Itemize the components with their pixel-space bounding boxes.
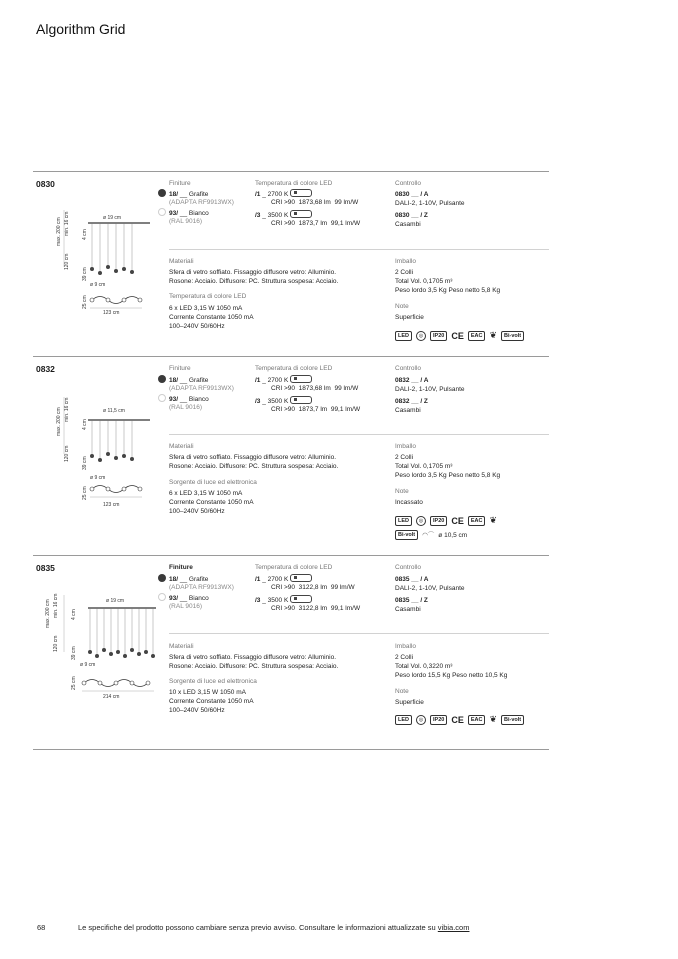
product-code: 0835 — [36, 563, 55, 573]
grafite-swatch — [158, 375, 166, 383]
temp-row: /1 _ 2700 K — [255, 574, 312, 584]
dim-4: 4 cm — [71, 609, 77, 620]
materials-text: Sfera di vetro soffiato. Fissaggio diffusore vetro: Alluminio. — [169, 454, 337, 461]
finish-ref: (RAL 9016) — [169, 218, 202, 225]
dim-120: 120 cm — [64, 253, 70, 270]
kelvin-icon — [290, 210, 312, 218]
footer-text: Le specifiche del prodotto possono cambiare senza previo avviso. Consultare le informazioni attualizzate su — [78, 923, 436, 932]
packaging-text: Total Vol. 0,3220 m³ — [395, 663, 453, 670]
packaging-text: Peso lordo 3,5 Kg Peso netto 5,8 Kg — [395, 287, 501, 294]
note-label: Note — [395, 488, 409, 495]
kelvin-icon — [290, 574, 312, 582]
temp-detail: CRI >90 1873,7 lm 99,1 lm/W — [271, 220, 361, 227]
inner-divider — [169, 633, 549, 634]
light-text: 100–240V 50/60Hz — [169, 323, 225, 330]
dim-4: 4 cm — [82, 229, 88, 240]
materials-text: Sfera di vetro soffiato. Fissaggio diffusore vetro: Alluminio. — [169, 269, 337, 276]
dim-width: 123 cm — [103, 310, 120, 316]
light-text: 6 x LED 3,15 W 1050 mA — [169, 490, 243, 497]
packaging-text: Peso lordo 3,5 Kg Peso netto 5,8 Kg — [395, 472, 501, 479]
dim-39: 39 cm — [82, 456, 88, 470]
control-desc: Casambi — [395, 221, 421, 228]
product-code: 0830 — [36, 179, 55, 189]
control-desc: DALI-2, 1-10V, Pulsante — [395, 585, 465, 592]
page-number: 68 — [37, 923, 46, 932]
finish-ref: (ADAPTA RF9913WX) — [169, 584, 234, 591]
grafite-swatch — [158, 574, 166, 582]
temp-label: Temperatura di colore LED — [255, 564, 333, 571]
light-label: Sorgente di luce ed elettronica — [169, 678, 257, 685]
materials-text: Rosone: Acciaio. Diffusore: PC. Struttura sospesa: Acciaio. — [169, 463, 339, 470]
dim-width: 123 cm — [103, 502, 120, 508]
note-text: Incassato — [395, 499, 423, 506]
control-code: 0830 __ / Z — [395, 212, 428, 219]
section-divider — [33, 749, 549, 750]
dim-min: min. 16 cm — [64, 211, 70, 236]
dim-max: max. 200 cm — [56, 407, 62, 436]
footer-disclaimer — [78, 923, 469, 932]
control-code: 0830 __ / A — [395, 191, 429, 198]
packaging-text: Total Vol. 0,1705 m³ — [395, 278, 453, 285]
kelvin-icon — [290, 375, 312, 383]
eac-icon: EAC — [468, 516, 486, 526]
note-label: Note — [395, 688, 409, 695]
control-desc: DALI-2, 1-10V, Pulsante — [395, 200, 465, 207]
dim-120: 120 cm — [64, 445, 70, 462]
control-code: 0835 __ / A — [395, 576, 429, 583]
finish-bianco: 93/ __ Bianco — [158, 394, 209, 404]
light-text: 10 x LED 3,15 W 1050 mA — [169, 689, 246, 696]
ce-mark-icon: CE — [451, 515, 464, 526]
light-label: Sorgente di luce ed elettronica — [169, 479, 257, 486]
kelvin-icon — [290, 189, 312, 197]
ip20-icon: IP20 — [430, 516, 447, 526]
light-label: Temperatura di colore LED — [169, 293, 247, 300]
note-label: Note — [395, 303, 409, 310]
page-title: Algorithm Grid — [36, 21, 126, 37]
control-desc: Casambi — [395, 407, 421, 414]
temp-row: /1 _ 2700 K — [255, 375, 312, 385]
grafite-swatch — [158, 189, 166, 197]
packaging-text: 2 Colli — [395, 269, 414, 276]
led-icon: LED — [395, 331, 412, 341]
bianco-swatch — [158, 593, 166, 601]
dim-max: max. 200 cm — [56, 217, 62, 246]
finish-ref: (ADAPTA RF9913WX) — [169, 385, 234, 392]
bivolt-icon: Bi-volt — [395, 530, 418, 540]
bivolt-icon: Bi-volt — [501, 331, 524, 341]
extra-icons — [395, 530, 467, 540]
finish-grafite: 18/ __ Grafite — [158, 574, 208, 584]
temp-row: /3 _ 3500 K — [255, 210, 312, 220]
dim-25: 25 cm — [82, 486, 88, 500]
finish-ref: (ADAPTA RF9913WX) — [169, 199, 234, 206]
temp-detail: CRI >90 3122,8 lm 99 lm/W — [271, 584, 355, 591]
packaging-text: 2 Colli — [395, 454, 414, 461]
inner-divider — [169, 434, 549, 435]
dim-min: min. 16 cm — [53, 593, 59, 618]
led-icon: LED — [395, 516, 412, 526]
control-desc: DALI-2, 1-10V, Pulsante — [395, 386, 465, 393]
dim-max: max. 200 cm — [45, 599, 51, 628]
materials-text: Sfera di vetro soffiato. Fissaggio diffusore vetro: Alluminio. — [169, 654, 337, 661]
packaging-text: Total Vol. 0,1705 m³ — [395, 463, 453, 470]
dim-39: 39 cm — [82, 267, 88, 281]
dim-diameter-top: ø 11,5 cm — [103, 408, 125, 414]
finish-ref: (RAL 9016) — [169, 404, 202, 411]
dim-diameter-top: ø 19 cm — [103, 215, 122, 221]
dim-diameter-ball: ø 9 cm — [80, 662, 96, 668]
materials-text: Rosone: Acciaio. Diffusore: PC. Struttura sospesa: Acciaio. — [169, 278, 339, 285]
dim-diameter-ball: ø 9 cm — [90, 282, 106, 288]
imballo-label: Imballo — [395, 258, 416, 265]
kelvin-icon — [290, 396, 312, 404]
dimmable-icon: ❦ — [489, 515, 498, 525]
controllo-label: Controllo — [395, 365, 422, 372]
packaging-text: Peso lordo 15,5 Kg Peso netto 10,5 Kg — [395, 672, 508, 679]
section-divider — [33, 555, 549, 556]
temp-label: Temperatura di colore LED — [255, 365, 333, 372]
light-text: 6 x LED 3,15 W 1050 mA — [169, 305, 243, 312]
temp-detail: CRI >90 3122,8 lm 99,1 lm/W — [271, 605, 361, 612]
control-code: 0832 __ / Z — [395, 398, 428, 405]
temp-row: /3 _ 3500 K — [255, 396, 312, 406]
product-code: 0832 — [36, 364, 55, 374]
finiture-label: Finiture — [169, 564, 193, 571]
dim-diameter-top: ø 19 cm — [106, 598, 125, 604]
dimmable-icon: ❦ — [489, 330, 498, 340]
control-code: 0835 __ / Z — [395, 597, 428, 604]
dim-diameter-ball: ø 9 cm — [90, 475, 106, 481]
finish-grafite: 18/ __ Grafite — [158, 375, 208, 385]
ip20-icon: IP20 — [430, 331, 447, 341]
dim-120: 120 cm — [53, 635, 59, 652]
eac-icon: EAC — [468, 715, 486, 725]
dim-4: 4 cm — [82, 419, 88, 430]
dim-39: 39 cm — [71, 646, 77, 660]
dimmable-icon: ❦ — [489, 714, 498, 724]
materiali-label: Materiali — [169, 643, 194, 650]
class-ii-icon: ◎ — [416, 331, 426, 341]
ip20-icon: IP20 — [430, 715, 447, 725]
section-divider — [33, 171, 549, 172]
finiture-label: Finiture — [169, 180, 191, 187]
product-diagram — [50, 590, 160, 720]
ce-mark-icon: CE — [451, 330, 464, 341]
temp-detail: CRI >90 1873,68 lm 99 lm/W — [271, 199, 359, 206]
light-text: Corrente Constante 1050 mA — [169, 314, 254, 321]
materials-text: Rosone: Acciaio. Diffusore: PC. Struttura sospesa: Acciaio. — [169, 663, 339, 670]
certification-icons — [395, 714, 524, 725]
ce-mark-icon: CE — [451, 714, 464, 725]
temp-row: /1 _ 2700 K — [255, 189, 312, 199]
inner-divider — [169, 249, 549, 250]
controllo-label: Controllo — [395, 564, 422, 571]
finish-ref: (RAL 9016) — [169, 603, 202, 610]
kelvin-icon — [290, 595, 312, 603]
class-ii-icon: ◎ — [416, 516, 426, 526]
materiali-label: Materiali — [169, 443, 194, 450]
bivolt-icon: Bi-volt — [501, 715, 524, 725]
bianco-swatch — [158, 394, 166, 402]
cutout-icon: ◠⌒ — [422, 531, 435, 539]
eac-icon: EAC — [468, 331, 486, 341]
dim-25: 25 cm — [82, 295, 88, 309]
dim-width: 214 cm — [103, 694, 120, 700]
materiali-label: Materiali — [169, 258, 194, 265]
note-text: Superficie — [395, 699, 424, 706]
temp-label: Temperatura di colore LED — [255, 180, 333, 187]
led-icon: LED — [395, 715, 412, 725]
finish-bianco: 93/ __ Bianco — [158, 208, 209, 218]
controllo-label: Controllo — [395, 180, 422, 187]
finiture-label: Finiture — [169, 365, 191, 372]
packaging-text: 2 Colli — [395, 654, 414, 661]
imballo-label: Imballo — [395, 443, 416, 450]
imballo-label: Imballo — [395, 643, 416, 650]
dim-min: min. 16 cm — [64, 397, 70, 422]
light-text: 100–240V 50/60Hz — [169, 508, 225, 515]
light-text: Corrente Constante 1050 mA — [169, 698, 254, 705]
temp-detail: CRI >90 1873,68 lm 99 lm/W — [271, 385, 359, 392]
light-text: 100–240V 50/60Hz — [169, 707, 225, 714]
certification-icons — [395, 515, 497, 526]
class-ii-icon: ◎ — [416, 715, 426, 725]
finish-bianco: 93/ __ Bianco — [158, 593, 209, 603]
dim-25: 25 cm — [71, 676, 77, 690]
light-text: Corrente Constante 1050 mA — [169, 499, 254, 506]
note-text: Superficie — [395, 314, 424, 321]
footer-link[interactable]: vibia.com — [437, 923, 470, 932]
temp-detail: CRI >90 1873,7 lm 99,1 lm/W — [271, 406, 361, 413]
temp-row: /3 _ 3500 K — [255, 595, 312, 605]
section-divider — [33, 356, 549, 357]
control-desc: Casambi — [395, 606, 421, 613]
certification-icons — [395, 330, 524, 341]
control-code: 0832 __ / A — [395, 377, 429, 384]
finish-grafite: 18/ __ Grafite — [158, 189, 208, 199]
cutout-diameter: ø 10,5 cm — [438, 531, 468, 539]
bianco-swatch — [158, 208, 166, 216]
